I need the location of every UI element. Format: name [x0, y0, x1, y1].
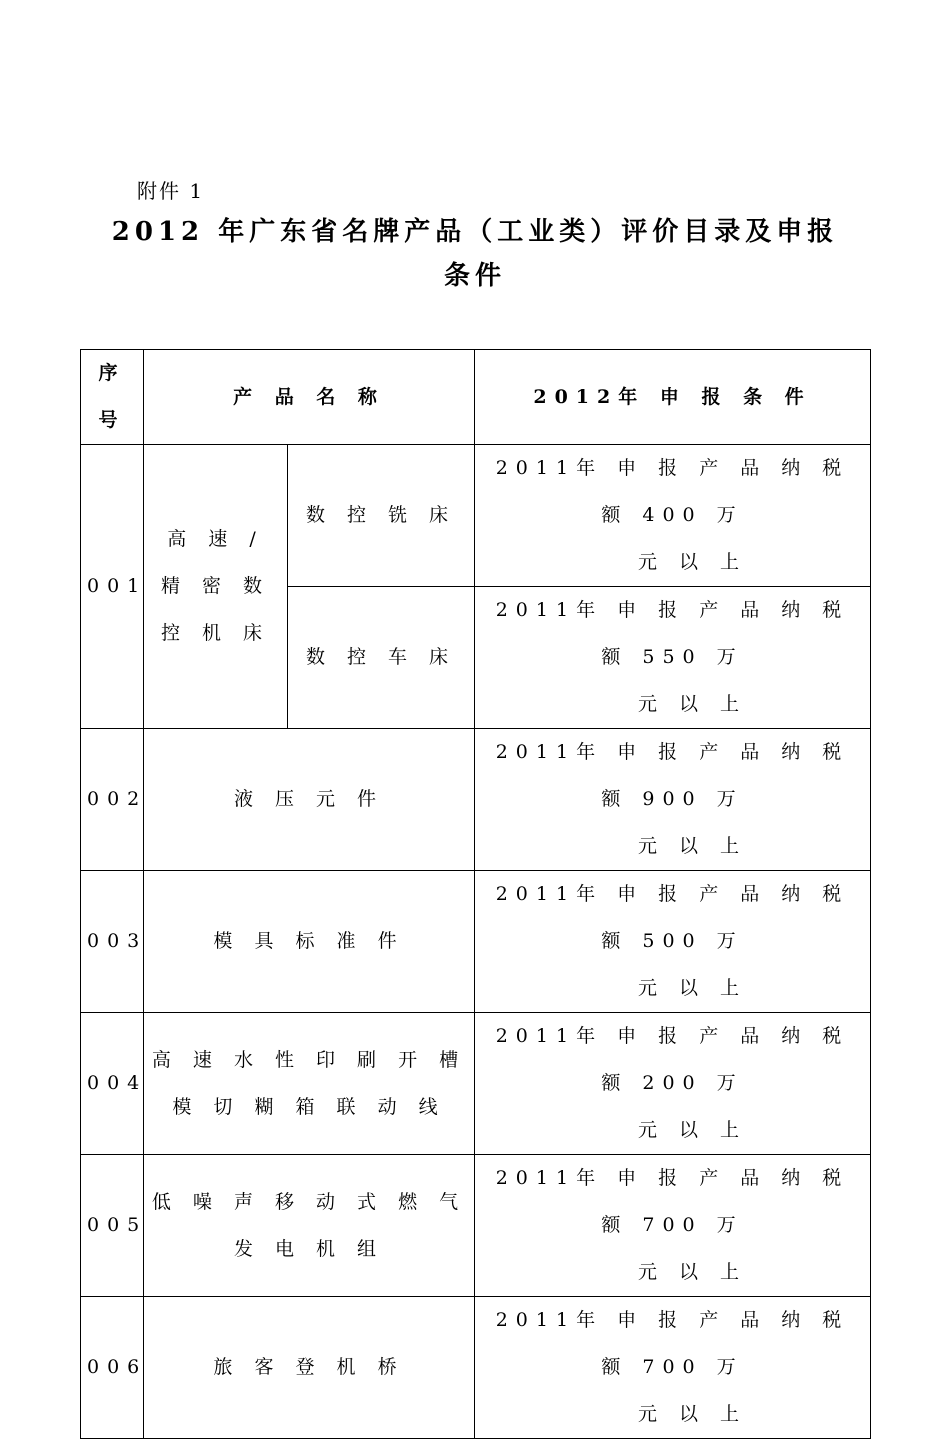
product-name: 数 控 车 床 — [288, 587, 475, 729]
header-seq — [81, 350, 144, 445]
attachment-label: 附件 1 — [137, 179, 205, 203]
product-name: 模 具 标 准 件 — [144, 871, 475, 1013]
condition-line-1: 2011年 申 报 产 品 纳 税 额 400 万 — [495, 457, 850, 526]
condition-line-1: 2011年 申 报 产 品 纳 税 额 500 万 — [495, 883, 850, 952]
condition-line-2: 元 以 上 — [637, 977, 748, 999]
table-row — [81, 1013, 871, 1155]
condition-line-2: 元 以 上 — [637, 693, 748, 715]
row-number: 006 — [81, 1297, 144, 1439]
table-row — [81, 729, 871, 871]
condition-cell — [475, 871, 871, 1013]
condition-line-1: 2011年 申 报 产 品 纳 税 额 550 万 — [495, 599, 850, 668]
condition-line-2: 元 以 上 — [637, 1119, 748, 1141]
table-row — [81, 445, 871, 587]
row-number: 001 — [81, 445, 144, 729]
product-catalog-table — [80, 349, 871, 1439]
title-line-1: 2012 年广东省名牌产品（工业类）评价目录及申报 — [111, 217, 839, 247]
table-row — [81, 871, 871, 1013]
row-number: 004 — [81, 1013, 144, 1155]
condition-line-2: 元 以 上 — [637, 1261, 748, 1283]
category-name: 高 速 / 精 密 数 控 机 床 — [144, 445, 288, 729]
condition-cell — [475, 587, 871, 729]
condition-line-2: 元 以 上 — [637, 835, 748, 857]
header-seq-char-2: 号 — [98, 409, 126, 431]
table-row — [81, 1297, 871, 1439]
title-line-2: 条件 — [443, 261, 506, 291]
condition-line-1: 2011年 申 报 产 品 纳 税 额 900 万 — [495, 741, 850, 810]
condition-line-2: 元 以 上 — [637, 1403, 748, 1425]
condition-line-1: 2011年 申 报 产 品 纳 税 额 700 万 — [495, 1309, 850, 1378]
header-seq-char-1: 序 — [98, 362, 126, 384]
document-title — [80, 210, 870, 298]
condition-cell — [475, 1013, 871, 1155]
condition-cell — [475, 1155, 871, 1297]
condition-line-1: 2011年 申 报 产 品 纳 税 额 700 万 — [495, 1167, 850, 1236]
row-number: 005 — [81, 1155, 144, 1297]
product-name: 低 噪 声 移 动 式 燃 气 发 电 机 组 — [144, 1155, 475, 1297]
product-name: 液 压 元 件 — [144, 729, 475, 871]
condition-line-2: 元 以 上 — [637, 551, 748, 573]
condition-cell — [475, 729, 871, 871]
condition-line-1: 2011年 申 报 产 品 纳 税 额 200 万 — [495, 1025, 850, 1094]
condition-cell — [475, 445, 871, 587]
header-product-name: 产 品 名 称 — [144, 350, 475, 445]
table-header-row — [81, 350, 871, 445]
condition-cell — [475, 1297, 871, 1439]
row-number: 002 — [81, 729, 144, 871]
product-name: 旅 客 登 机 桥 — [144, 1297, 475, 1439]
product-name: 数 控 铣 床 — [288, 445, 475, 587]
row-number: 003 — [81, 871, 144, 1013]
table-row — [81, 1155, 871, 1297]
header-conditions: 2012年 申 报 条 件 — [475, 350, 871, 445]
product-name: 高 速 水 性 印 刷 开 槽 模 切 糊 箱 联 动 线 — [144, 1013, 475, 1155]
